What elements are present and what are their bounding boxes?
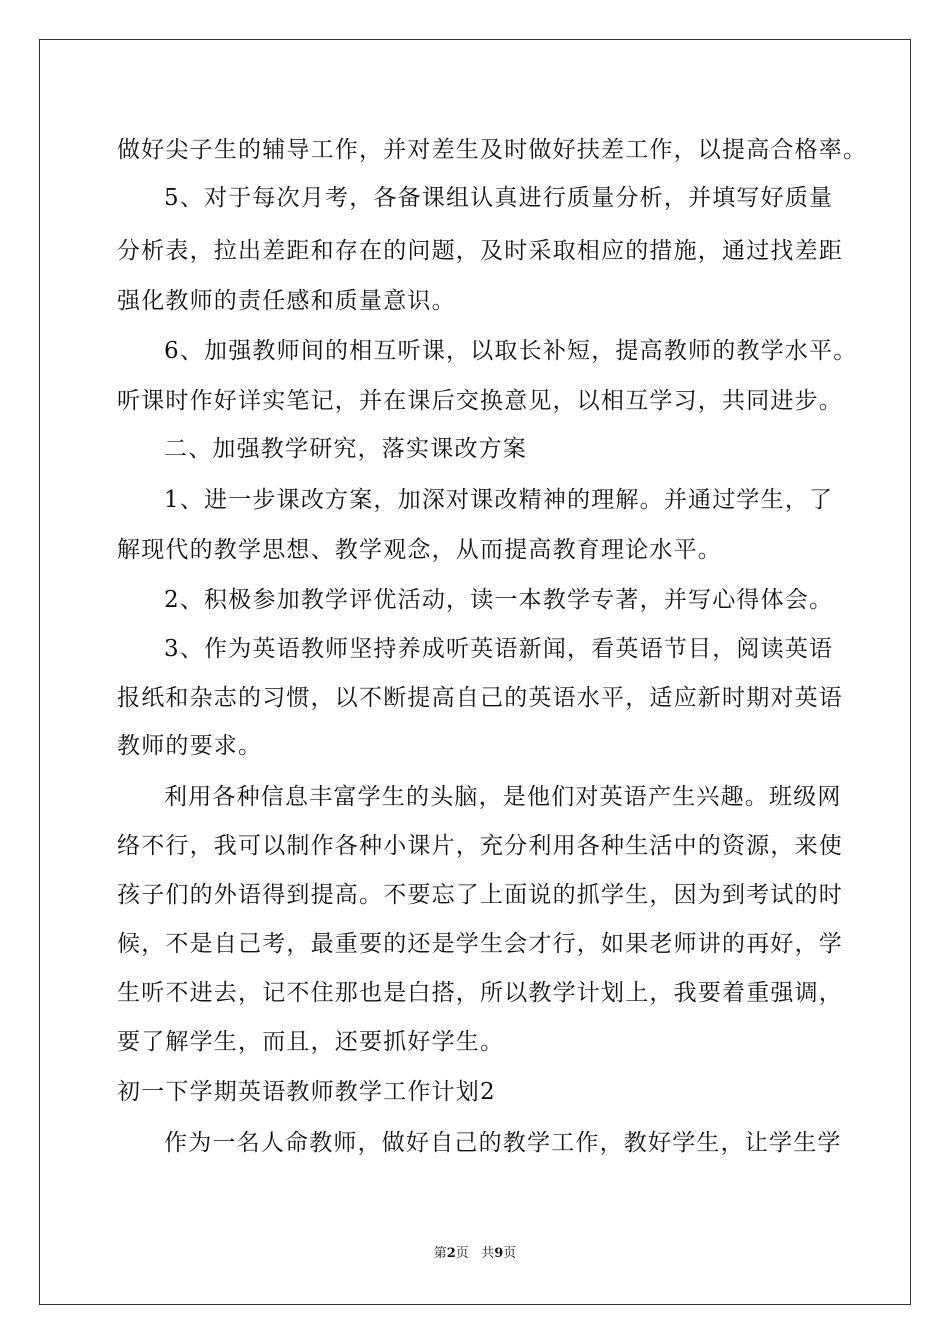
footer-prefix: 第: [433, 1246, 447, 1261]
text-line: 2、积极参加教学评优活动，读一本教学专著，并写心得体会。: [164, 587, 834, 613]
text-line: 利用各种信息丰富学生的头脑，是他们对英语产生兴趣。班级网: [164, 784, 842, 810]
text-line: 5、对于每次月考，各备课组认真进行质量分析，并填写好质量: [164, 185, 834, 211]
text-line: 做好尖子生的辅导工作，并对差生及时做好扶差工作，以提高合格率。: [117, 137, 868, 163]
text-line: 生听不进去，记不住那也是白搭，所以教学计划上，我要着重强调，: [117, 980, 843, 1006]
page-border: [39, 39, 911, 1305]
text-line: 听课时作好详实笔记，并在课后交换意见，以相互学习，共同进步。: [117, 388, 843, 414]
page-footer: [0, 1246, 950, 1262]
footer-total-pages: 9: [494, 1246, 504, 1261]
text-line: 报纸和杂志的习惯，以不断提高自己的英语水平，适应新时期对英语: [117, 685, 843, 711]
section-heading: 二、加强教学研究，落实课改方案: [164, 436, 527, 462]
text-line: 络不行，我可以制作各种小课片，充分利用各种生活中的资源，来使: [117, 833, 843, 859]
text-line: 1、进一步课改方案，加深对课改精神的理解。并通过学生，了: [164, 487, 834, 513]
footer-page-number: 2: [446, 1246, 456, 1261]
footer-total-suffix: 页: [503, 1246, 517, 1261]
text-line: 分析表，拉出差距和存在的问题，及时采取相应的措施，通过找差距: [117, 238, 843, 264]
text-line: 要了解学生，而且，还要抓好学生。: [117, 1029, 505, 1055]
text-line: 候，不是自己考，最重要的还是学生会才行，如果老师讲的再好，学: [117, 931, 843, 957]
text-line: 6、加强教师间的相互听课，以取长补短，提高教师的教学水平。: [164, 338, 858, 364]
text-line: 作为一名人命教师，做好自己的教学工作，教好学生，让学生学: [164, 1130, 842, 1156]
text-line: 解现代的教学思想、教学观念，从而提高教育理论水平。: [117, 537, 722, 563]
text-line: 强化教师的责任感和质量意识。: [117, 288, 456, 314]
footer-total-prefix: 共: [481, 1246, 495, 1261]
document-title: 初一下学期英语教师教学工作计划2: [117, 1079, 496, 1105]
text-line: 教师的要求。: [117, 733, 263, 759]
footer-page-suffix: 页: [455, 1246, 469, 1261]
text-line: 3、作为英语教师坚持养成听英语新闻，看英语节目，阅读英语: [164, 636, 834, 662]
text-line: 孩子们的外语得到提高。不要忘了上面说的抓学生，因为到考试的时: [117, 882, 843, 908]
